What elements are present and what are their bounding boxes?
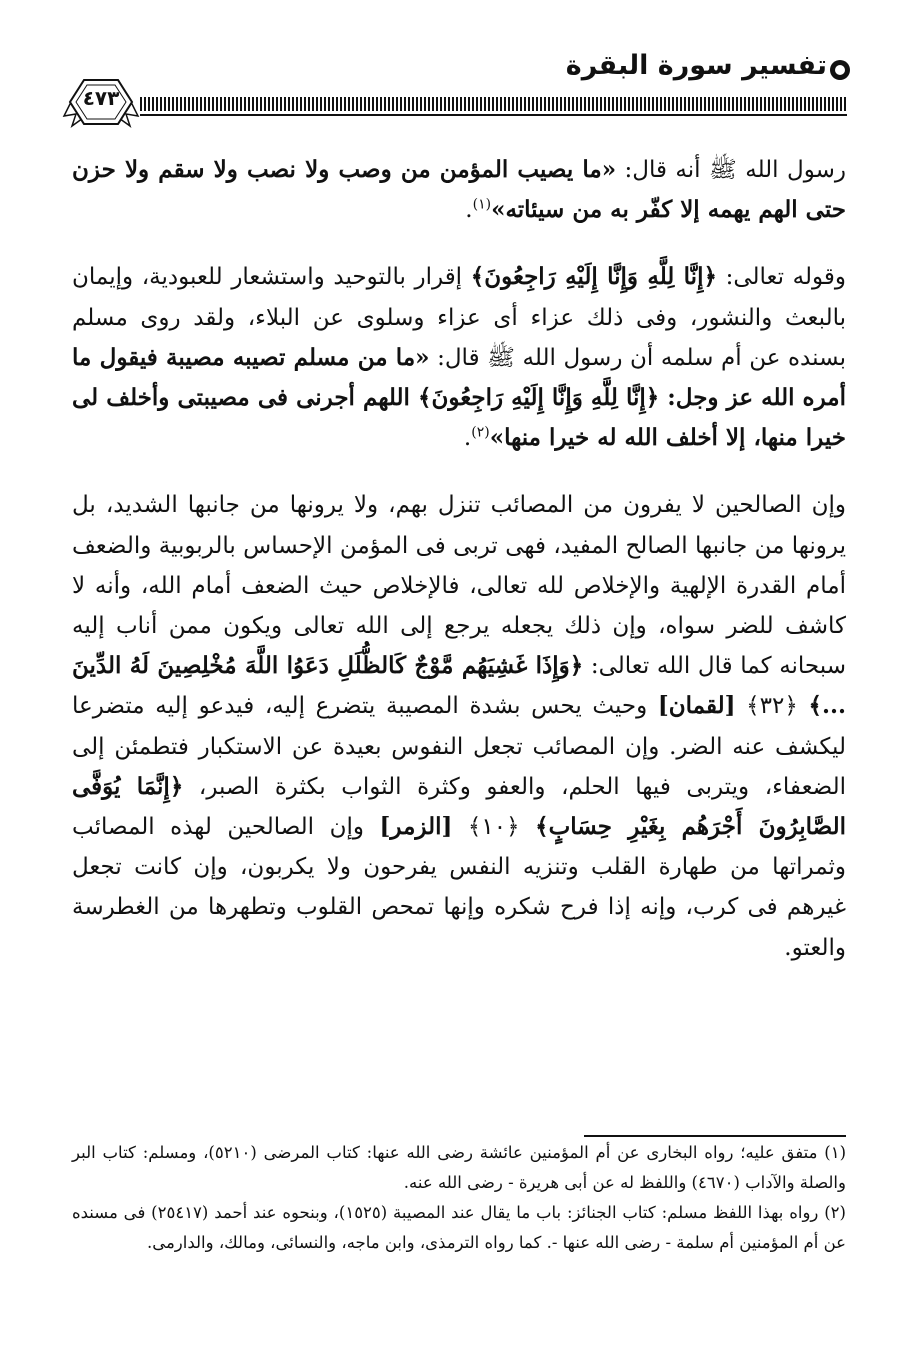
bold-text-run: ﴿إِنَّمَا يُوَفَّى الصَّابِرُونَ أَجْرَهُم بِغَيْرِ حِسَابٍ﴾ [72,772,847,841]
text-run: . [463,425,472,452]
footnote-separator [584,1135,846,1137]
text-run: . [465,197,473,224]
text-run: وقوله تعالى: [716,264,846,291]
page-number: ٤٧٣ [82,86,120,110]
text-run: وحيث يحس بشدة المصيبة يتضرع إليه، فيدعو إليه متضرعا ليكشف عنه الضر. وإن المصائب تجعل النفوس بعيدة عن الاستكبار فتطمئن إلى الضعفاء، ويتربى فيها الحلم، والعفو وكثرة الثواب بكثرة الصبر، [72,693,847,800]
text-run: إقرار بالتوحيد واستشعار للعبودية، وإيمان بالبعث والنشور، وفى ذلك عزاء أى عزاء وسلوى عن البلاء، ولقد روى مسلم بسنده عن أم سلمه أن رسول الله ﷺ قال: [72,264,846,371]
bold-text-run: ﴿وَإِذَا غَشِيَهُم مَّوْجٌ كَالظُّلَلِ دَعَوُا اللَّهَ مُخْلِصِينَ لَهُ الدِّينَ ...﴾ [72,652,846,720]
footnotes [72,1138,846,1258]
footnote-ref: (٢) [471,424,490,441]
paragraph [72,150,846,230]
footnote-1: (١) متفق عليه؛ رواه البخارى عن أم المؤمنين عائشة رضى الله عنها: كتاب المرضى (٥٢١٠)، ومسلم: كتاب البر والصلة والآداب (٤٦٧٠) واللفظ له عن أبى هريرة - رضى الله عنه. [72,1143,846,1192]
text-run: ﴿٣٢﴾ [735,693,809,720]
text-run: رسول الله ﷺ أنه قال: [616,157,846,183]
footnote-2: (٢) رواه بهذا اللفظ مسلم: كتاب الجنائز: باب ما يقال عند المصيبة (١٥٢٥)، وبنحوه عند أحمد (٢٥٤١٧) فى مسنده عن أم المؤمنين أم سلمة - رضى الله عنها -. كما رواه الترمذى، وابن ماجه، والنسائى، ومالك، والدارمى. [72,1203,846,1252]
header-hatched-rule [140,97,847,111]
main-text [72,150,846,968]
paragraph [72,257,846,458]
bold-text-run: «ما يصيب المؤمن من وصب ولا نصب ولا سقم ولا حزن حتى الهم يهمه إلا كفّر به من سيئاته» [72,156,846,224]
paragraph [72,485,846,967]
running-header-title: تفسير سورة البقرة [565,50,827,81]
header-ornament-icon [830,60,850,80]
text-run: ﴿١٠﴾ [452,814,536,841]
bold-text-run: «ما من مسلم تصيبه مصيبة فيقول ما أمره الله عز وجل: ﴿إِنَّا لِلَّهِ وَإِنَّا إِلَيْهِ رَاجِعُونَ﴾ اللهم أجرنى فى مصيبتى وأخلف لى خيرا منها، إلا أخلف الله له خيرا منها» [72,343,846,452]
bold-text-run: [لقمان] [657,692,736,720]
bold-text-run: [الزمر] [379,813,453,841]
bold-text-run: ﴿إِنَّا لِلَّهِ وَإِنَّا إِلَيْهِ رَاجِعُونَ﴾ [470,263,717,291]
footnote-ref: (١) [472,196,492,213]
text-run: وإن الصالحين لا يفرون من المصائب تنزل بهم، ولا يرونها من جانبها الشديد، بل يرونها من جانبها الصالح المفيد، فهى تربى فى المؤمن الإحساس بالربوبية والضعف أمام القدرة الإلهية والإخلاص لله تعالى، فالإخلاص حيث الضعف أمام الله، وأنه لا كاشف للضر سواه، وإن ذلك يجعله يرجع إلى الله تعالى ويكون ممن أناب إليه سبحانه كما قال الله تعالى: [72,492,846,680]
header-thin-rule [140,114,847,116]
text-run: وإن الصالحين لهذه المصائب وثمراتها من طهارة القلب وتنزيه النفس يفرحون ولا يكربون، وإن كانت تجعل غيرهم فى كرب، وإنه إذا فرح شكره وإنها تمحص القلوب وتطهرها من الغطرسة والعتو. [72,814,846,961]
